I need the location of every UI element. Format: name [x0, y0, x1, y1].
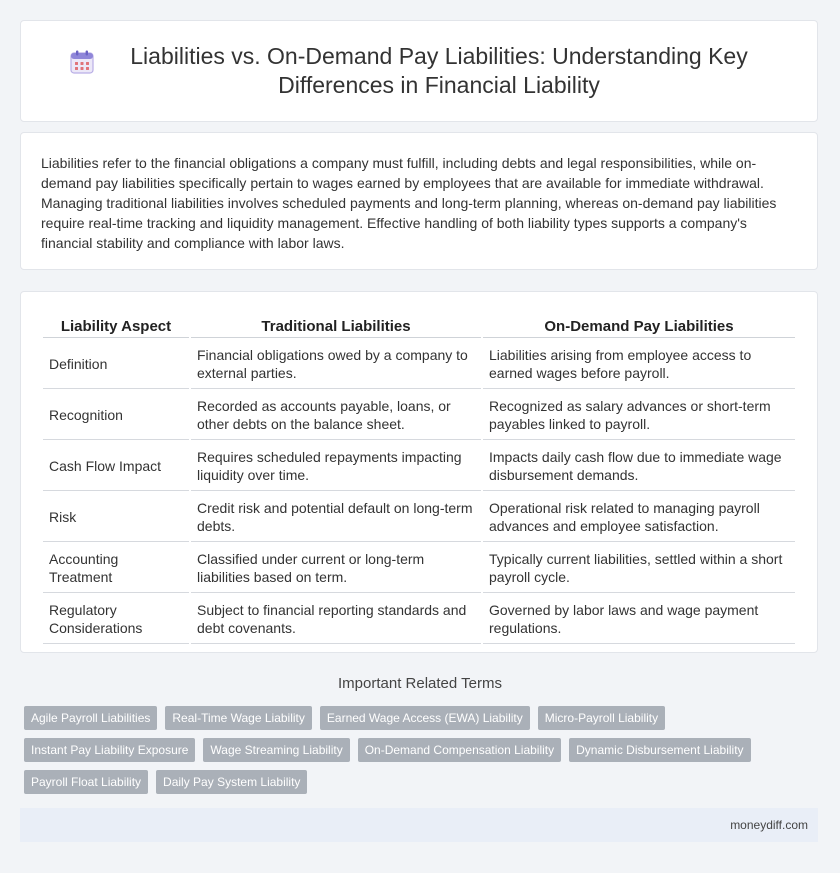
- table-row: [43, 389, 795, 440]
- row-on-demand: Impacts daily cash flow due to immediate wage disbursement demands.: [483, 440, 795, 491]
- row-aspect: Risk: [43, 491, 189, 542]
- row-aspect: Recognition: [43, 389, 189, 440]
- row-on-demand: Operational risk related to managing payroll advances and employee satisfaction.: [483, 491, 795, 542]
- comparison-table: [41, 308, 797, 644]
- row-on-demand: Recognized as salary advances or short-term payables linked to payroll.: [483, 389, 795, 440]
- row-aspect: Regulatory Considerations: [43, 593, 189, 644]
- row-aspect: Definition: [43, 338, 189, 389]
- table-row: [43, 491, 795, 542]
- row-on-demand: Typically current liabilities, settled within a short payroll cycle.: [483, 542, 795, 593]
- row-aspect: Accounting Treatment: [43, 542, 189, 593]
- row-aspect: Cash Flow Impact: [43, 440, 189, 491]
- footer-site[interactable]: moneydiff.com: [730, 818, 808, 832]
- row-traditional: Financial obligations owed by a company to external parties.: [191, 338, 481, 389]
- footer: [20, 808, 818, 842]
- row-on-demand: Governed by labor laws and wage payment regulations.: [483, 593, 795, 644]
- row-on-demand: Liabilities arising from employee access to earned wages before payroll.: [483, 338, 795, 389]
- table-header-row: [43, 308, 795, 338]
- table-row: [43, 338, 795, 389]
- table-row: [43, 542, 795, 593]
- related-term-tag[interactable]: On-Demand Compensation Liability: [358, 738, 561, 762]
- related-term-tag[interactable]: Real-Time Wage Liability: [165, 706, 312, 730]
- table-row: [43, 593, 795, 644]
- intro-paragraph: Liabilities refer to the financial obligations a company must fulfill, including debts and legal responsibilities, while on-demand pay liabilities specifically pertain to wages earned by employees that are available for immediate withdrawal. Managing traditional liabilities involves scheduled payments and long-term planning, whereas on-demand pay liabilities require real-time tracking and liquidity management. Effective handling of both liability types supports a company's financial stability and compliance with labor laws.: [41, 155, 777, 251]
- related-term-tag[interactable]: Agile Payroll Liabilities: [24, 706, 157, 730]
- header-on-demand: On-Demand Pay Liabilities: [483, 308, 795, 338]
- row-traditional: Credit risk and potential default on long-term debts.: [191, 491, 481, 542]
- page-title: Liabilities vs. On-Demand Pay Liabilities: Understanding Key Differences in Financial Liability: [130, 43, 748, 98]
- row-traditional: Requires scheduled repayments impacting liquidity over time.: [191, 440, 481, 491]
- title-card: [20, 20, 818, 122]
- related-terms-list: [24, 706, 814, 802]
- calendar-icon: [69, 49, 95, 75]
- comparison-card: [20, 291, 818, 653]
- related-term-tag[interactable]: Payroll Float Liability: [24, 770, 148, 794]
- table-row: [43, 440, 795, 491]
- row-traditional: Subject to financial reporting standards and debt covenants.: [191, 593, 481, 644]
- related-term-tag[interactable]: Instant Pay Liability Exposure: [24, 738, 195, 762]
- intro-card: [20, 132, 818, 270]
- related-term-tag[interactable]: Earned Wage Access (EWA) Liability: [320, 706, 530, 730]
- related-term-tag[interactable]: Wage Streaming Liability: [203, 738, 349, 762]
- related-term-tag[interactable]: Dynamic Disbursement Liability: [569, 738, 750, 762]
- row-traditional: Classified under current or long-term liabilities based on term.: [191, 542, 481, 593]
- related-terms-title: Important Related Terms: [338, 675, 502, 692]
- related-term-tag[interactable]: Daily Pay System Liability: [156, 770, 307, 794]
- related-term-tag[interactable]: Micro-Payroll Liability: [538, 706, 665, 730]
- header-aspect: Liability Aspect: [43, 308, 189, 338]
- header-traditional: Traditional Liabilities: [191, 308, 481, 338]
- row-traditional: Recorded as accounts payable, loans, or other debts on the balance sheet.: [191, 389, 481, 440]
